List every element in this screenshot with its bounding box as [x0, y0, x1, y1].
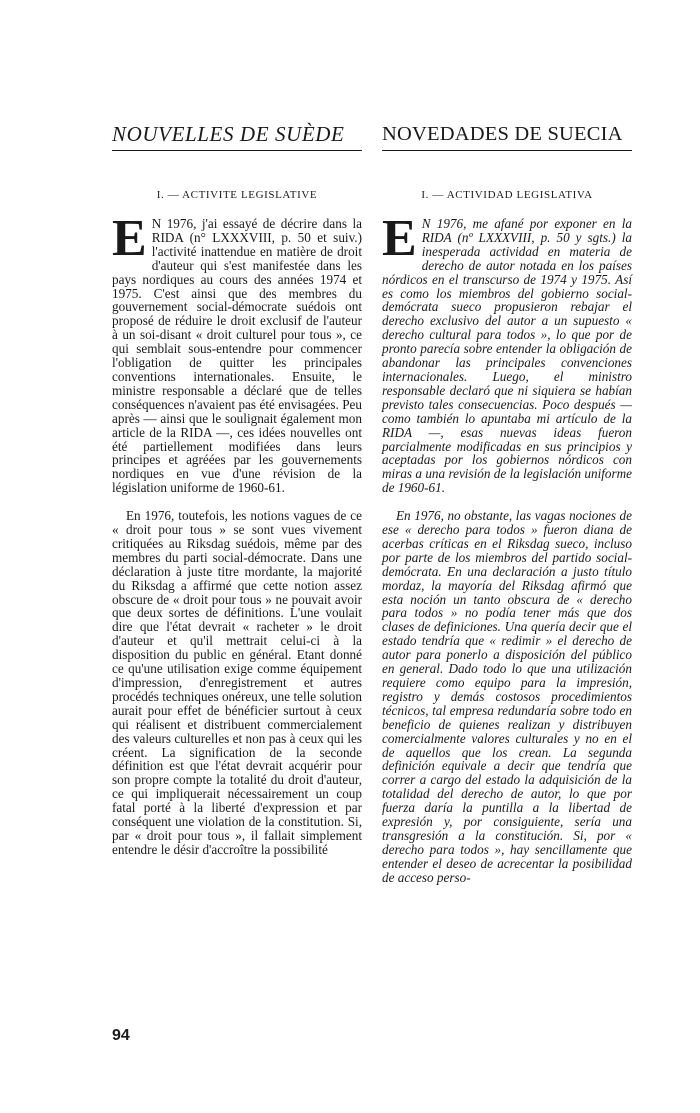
french-header: NOUVELLES DE SUÈDE	[112, 120, 362, 151]
spanish-header: NOVEDADES DE SUECIA	[382, 120, 632, 151]
spanish-column	[382, 120, 632, 885]
french-paragraph-1-text: N 1976, j'ai essayé de décrire dans la RIDA (n° LXXXVIII, p. 50 et suiv.) l'activité inattendue en matière de droit d'auteur qui s'est manifestée dans les pays nordiques au cours des années 1974 et 1975. C'est ainsi que des membres du gouvernement social-démocrate suédois ont proposé de réduire le droit exclusif de l'auteur à un soi-disant « droit culturel pour tous », ce qui semblait sous-entendre pour commencer l'obligation de quitter les principales conventions internationales. Ensuite, le ministre responsable a déclaré que de telles conséquences n'avaient pas été envisagées. Peu après — ainsi que le soulignait également mon article de la RIDA —, ces idées nouvelles ont été partiellement modifiées dans leurs principes et agréées par les gouvernements nordiques en vue d'une révision de la législation uniforme de 1960-61.	[112, 216, 362, 496]
french-paragraph-2: En 1976, toutefois, les notions vagues de ce « droit pour tous » se sont vues vivement critiquées au Riksdag suédois, même par des membres du parti social-démocrate. Dans une déclaration à juste titre mordante, la majorité du Riksdag a affirmé que cette notion assez obscure de « droit pour tous » ne pouvait avoir que deux sortes de définitions. L'une voulait dire que l'état devrait « racheter » le droit d'auteur et qu'il mettrait celui-ci à la disposition du public en général. Etant donné ce qu'une utilisation exige comme équipement d'impression, d'enregistrement et autres procédés techniques onéreux, une telle solution aurait pour effet de bénéficier surtout à ceux qui réalisent et distribuent commercialement des valeurs culturelles et non pas à ceux qui les créent. La signification de la seconde définition est que l'état devrait acquérir pour son propre compte la totalité du droit d'auteur, ce qui impliquerait nécessairement un coup fatal porté à la liberté d'expression et par conséquent une violation de la constitution. Si, par « droit pour tous », il fallait simplement entendre le désir d'accroître la possibilité	[112, 508, 362, 857]
spanish-paragraph-1	[382, 210, 632, 496]
spanish-paragraph-1-text: N 1976, me afané por exponer en la RIDA (nº LXXXVIII, p. 50 y sgts.) la inesperada actividad en materia de derecho de autor notada en los países nórdicos en el transcurso de 1974 y 1975. Así es como los miembros del gobierno social-demócrata sueco propusieron rebajar el derecho exclusivo del autor a un supuesto « derecho cultural para todos », lo que por de pronto parecía sobre entender la obligación de abandonar las principales convenciones internacionales. Luego, el ministro responsable declaró que ni siquiera se habían previsto tales consecuencias. Poco después — como también lo apuntaba mi artículo de la RIDA —, esas nuevas ideas fueron parcialmente modificadas en sus principios y aceptadas por los gobiernos nórdicos con miras a una revisión de la legislación uniforme de 1960-61.	[382, 216, 632, 496]
spanish-dropcap: E	[382, 210, 417, 267]
page-number: 94	[112, 1027, 130, 1044]
french-dropcap: E	[112, 210, 147, 267]
spanish-body	[382, 210, 632, 885]
french-section-title: I. — ACTIVITE LEGISLATIVE	[156, 189, 318, 201]
spanish-section-title: I. — ACTIVIDAD LEGISLATIVA	[421, 189, 593, 201]
french-paragraph-1	[112, 210, 362, 496]
spanish-paragraph-2: En 1976, no obstante, las vagas nociones de ese « derecho para todos » fueron diana de acerbas críticas en el Riksdag sueco, incluso por parte de los miembros del partido social-demócrata. En una declaración a justo título mordaz, la mayoría del Riksdag afirmó que esta noción un tanto obscura de « derecho para todos » no podía tener más que dos clases de definiciones. Una quería decir que el estado tendría que « redimir » el derecho de autor para ponerlo a disposición del público en general. Dado todo lo que una utilización requiere como equipo para la impresión, registro y demás costosos procedimientos técnicos, tal empresa redundaría sobre todo en beneficio de quienes realizan y distribuyen comercialmente valores culturales y no en el de aquellos que los crean. La segunda definición equivale a decir que tendría que correr a cargo del estado la adquisición de la totalidad del derecho de autor, lo que por fuerza daría la puntilla a la libertad de expresión y, por consiguiente, sería una transgresión a la constitución. Si, por « derecho para todos », hay sencillamente que entender el deseo de acrecentar la posibilidad de acceso perso-	[382, 508, 632, 885]
french-body	[112, 210, 362, 857]
french-column	[112, 120, 362, 857]
